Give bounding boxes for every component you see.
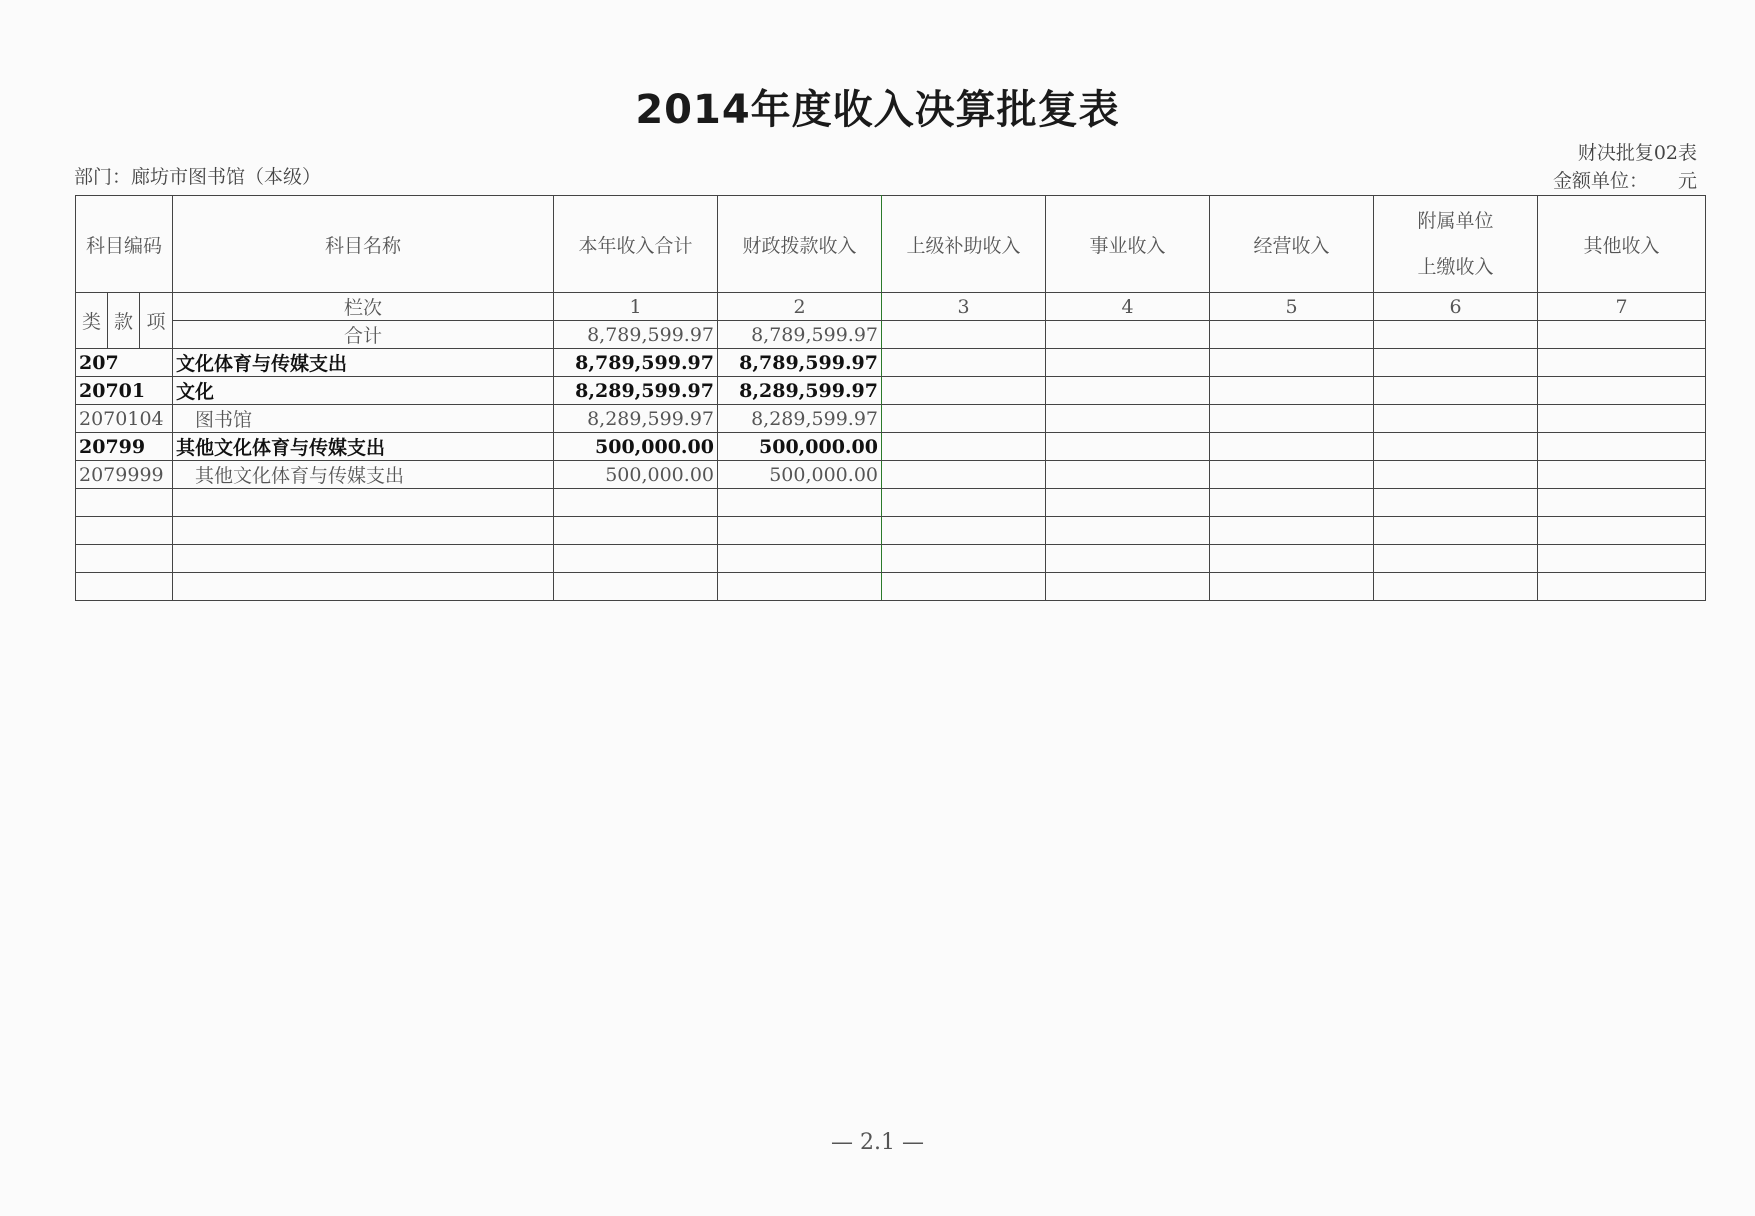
empty-cell [554,489,718,517]
row-code: 2070104 [76,405,173,433]
empty-cell [718,517,882,545]
empty-cell [1210,517,1374,545]
col-number-4: 4 [1046,293,1210,321]
empty-cell [1210,405,1374,433]
empty-cell [554,517,718,545]
table-row [76,461,1706,489]
header-kuan: 款 [108,293,140,349]
empty-cell [1538,573,1706,601]
header-affiliated-line2: 上缴收入 [1417,256,1494,278]
sum-total: 8,789,599.97 [554,321,718,349]
empty-cell [1046,545,1210,573]
row-total: 8,289,599.97 [554,405,718,433]
empty-cell [1374,321,1538,349]
empty-cell [1374,405,1538,433]
empty-cell [882,573,1046,601]
header-name: 科目名称 [173,196,554,293]
amount-unit [1553,166,1697,193]
header-xiang: 项 [140,293,173,349]
row-name: 文化体育与传媒支出 [173,349,554,377]
empty-cell [1046,433,1210,461]
empty-cell [1538,517,1706,545]
sum-fiscal: 8,789,599.97 [718,321,882,349]
empty-cell [882,489,1046,517]
empty-row [76,489,1706,517]
empty-cell [1046,377,1210,405]
empty-cell [882,517,1046,545]
empty-cell [1046,349,1210,377]
empty-cell [1538,377,1706,405]
empty-row [76,517,1706,545]
empty-cell [173,573,554,601]
row-code: 2079999 [76,461,173,489]
empty-row [76,573,1706,601]
col-number-7: 7 [1538,293,1706,321]
header-upper: 上级补助收入 [882,196,1046,293]
empty-cell [882,405,1046,433]
header-other: 其他收入 [1538,196,1706,293]
header-total: 本年收入合计 [554,196,718,293]
empty-cell [1538,461,1706,489]
empty-cell [554,573,718,601]
table-row [76,349,1706,377]
row-fiscal: 8,289,599.97 [718,377,882,405]
empty-cell [1210,377,1374,405]
empty-cell [1210,489,1374,517]
row-fiscal: 500,000.00 [718,461,882,489]
empty-cell [1046,517,1210,545]
row-total: 500,000.00 [554,461,718,489]
row-name: 文化 [173,377,554,405]
empty-cell [173,489,554,517]
row-code: 20701 [76,377,173,405]
empty-cell [76,517,173,545]
empty-cell [882,461,1046,489]
empty-cell [1210,545,1374,573]
row-total: 8,789,599.97 [554,349,718,377]
header-operating: 经营收入 [1210,196,1374,293]
empty-cell [1538,349,1706,377]
row-name: 图书馆 [173,405,554,433]
empty-cell [882,545,1046,573]
empty-cell [1374,433,1538,461]
empty-cell [1538,545,1706,573]
empty-cell [76,489,173,517]
amount-unit-value: 元 [1677,170,1697,192]
page-title: 2014年度收入决算批复表 [635,87,1120,133]
row-code: 20799 [76,433,173,461]
empty-cell [718,545,882,573]
row-code: 207 [76,349,173,377]
empty-cell [718,489,882,517]
header-code: 科目编码 [76,196,173,293]
empty-cell [76,545,173,573]
empty-cell [882,377,1046,405]
sum-label: 合计 [173,321,554,349]
empty-cell [1538,489,1706,517]
empty-cell [882,349,1046,377]
col-number-6: 6 [1374,293,1538,321]
row-total: 8,289,599.97 [554,377,718,405]
row-name: 其他文化体育与传媒支出 [173,433,554,461]
col-number-5: 5 [1210,293,1374,321]
amount-unit-label: 金额单位： [1552,170,1648,192]
row-fiscal: 8,789,599.97 [718,349,882,377]
empty-cell [76,573,173,601]
empty-cell [1374,517,1538,545]
header-business: 事业收入 [1046,196,1210,293]
empty-cell [1046,461,1210,489]
empty-row [76,545,1706,573]
empty-cell [1046,321,1210,349]
header-fiscal: 财政拨款收入 [718,196,882,293]
department-label: 部门：廊坊市图书馆（本级） [74,166,322,188]
col-number-3: 3 [882,293,1046,321]
row-name: 其他文化体育与传媒支出 [173,461,554,489]
header-affiliated-line1: 附属单位 [1417,210,1494,232]
empty-cell [1210,321,1374,349]
income-table [75,195,1706,601]
empty-cell [1538,321,1706,349]
empty-cell [1374,349,1538,377]
col-number-2: 2 [718,293,882,321]
row-fiscal: 8,289,599.97 [718,405,882,433]
empty-cell [1046,489,1210,517]
empty-cell [1210,433,1374,461]
empty-cell [1374,377,1538,405]
row-total: 500,000.00 [554,433,718,461]
table-row [76,433,1706,461]
empty-cell [1374,573,1538,601]
table-row [76,377,1706,405]
empty-cell [1210,349,1374,377]
empty-cell [1538,433,1706,461]
empty-cell [1210,573,1374,601]
empty-cell [1210,461,1374,489]
column-number-row [76,293,1706,321]
form-number: 财决批复02表 [1577,142,1697,164]
column-no-label: 栏次 [173,293,554,321]
sum-row [76,321,1706,349]
col-number-1: 1 [554,293,718,321]
table-row [76,405,1706,433]
empty-cell [1374,489,1538,517]
table-header-row [76,196,1706,293]
empty-cell [1046,405,1210,433]
page-number: — 2.1 — [831,1130,924,1155]
header-lei: 类 [76,293,108,349]
empty-cell [1046,573,1210,601]
empty-cell [882,433,1046,461]
empty-cell [1374,461,1538,489]
empty-cell [882,321,1046,349]
row-fiscal: 500,000.00 [718,433,882,461]
empty-cell [173,517,554,545]
empty-cell [1538,405,1706,433]
empty-cell [1374,545,1538,573]
empty-cell [554,545,718,573]
header-affiliated [1374,196,1538,293]
empty-cell [718,573,882,601]
empty-cell [173,545,554,573]
